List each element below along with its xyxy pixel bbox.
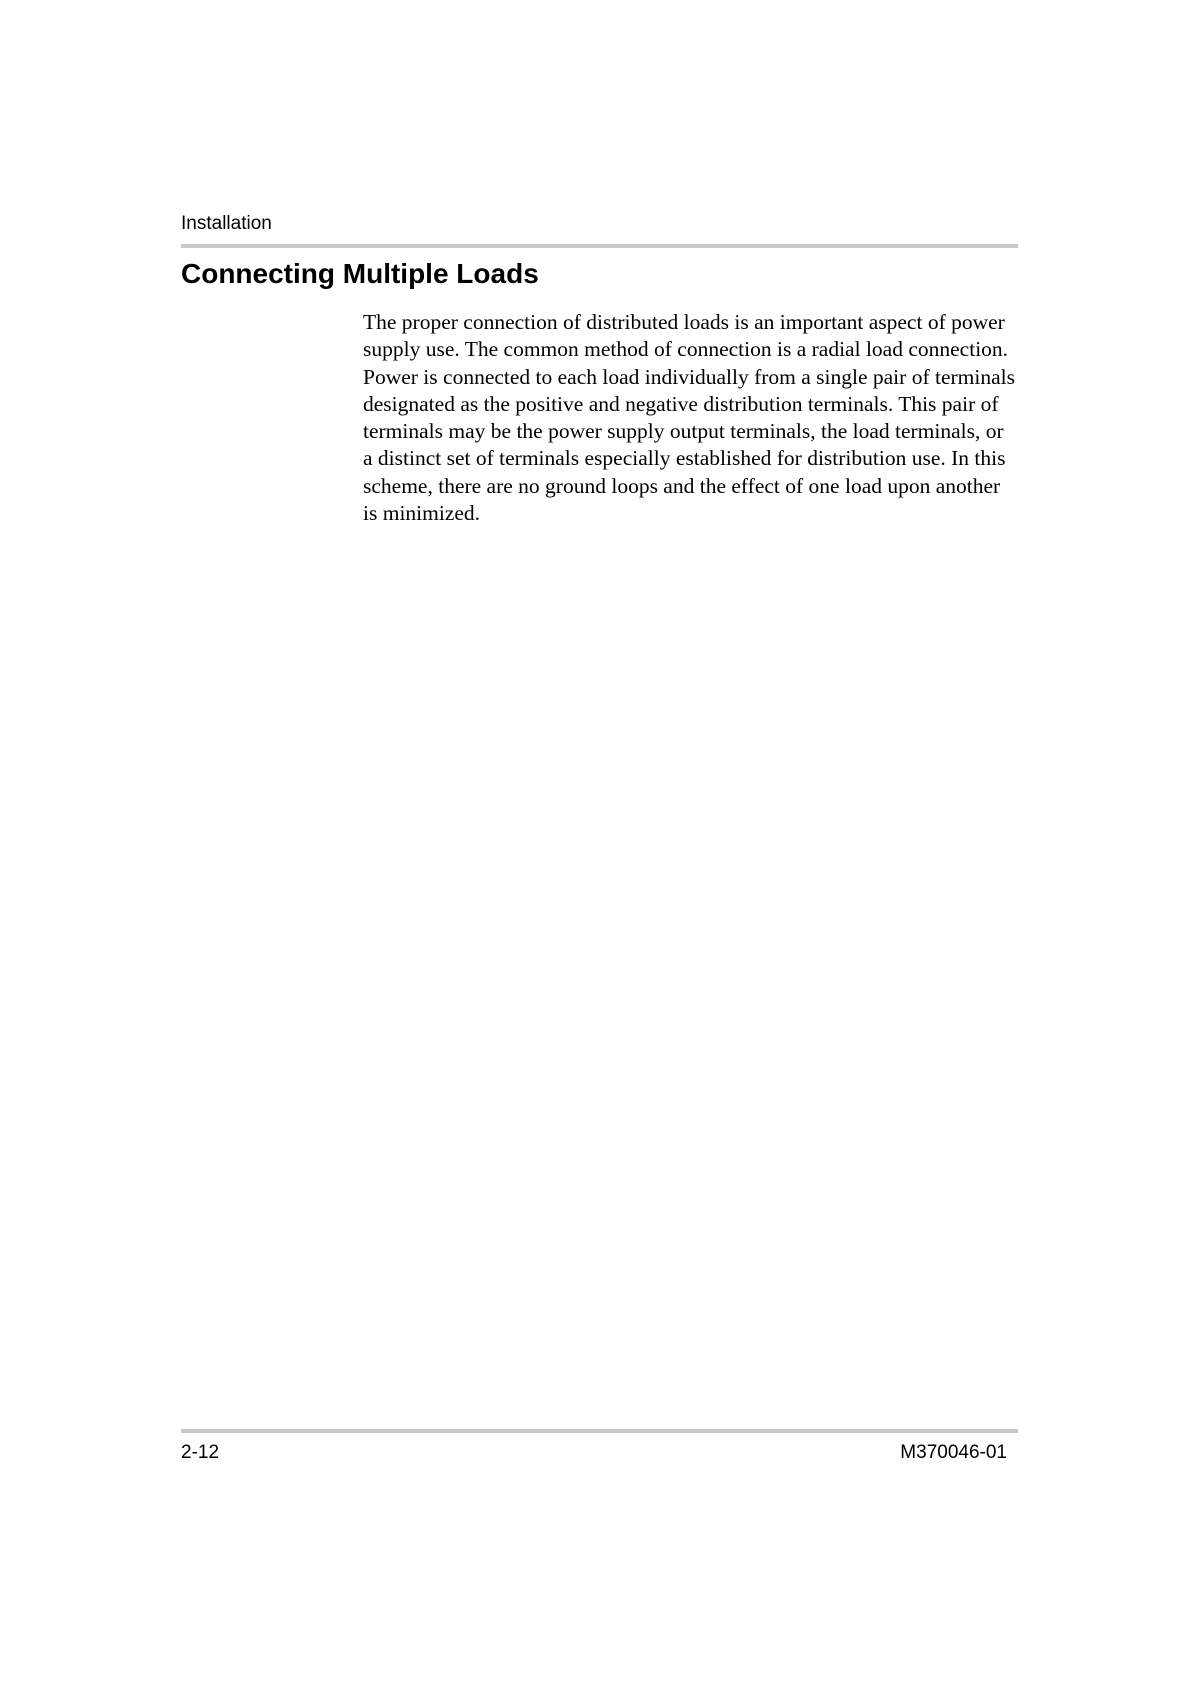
section-title: Connecting Multiple Loads xyxy=(181,258,539,289)
document-id: M370046-01 xyxy=(900,1442,1007,1463)
body-paragraph: The proper connection of distributed loads is an important aspect of power supply use. The common method of connection is a radial load connection. Power is connected to each load individually from a single pair of terminals designated as the positive and negative distribution terminals. This pair of terminals may be the power supply output terminals, the load terminals, or a distinct set of terminals especially established for distribution use. In this scheme, there are no ground loops and the effect of one load upon another is minimized. xyxy=(363,310,1015,526)
running-header: Installation xyxy=(181,213,272,234)
header-rule xyxy=(181,244,1018,248)
page-number: 2-12 xyxy=(181,1442,220,1463)
footer-rule xyxy=(181,1429,1018,1433)
